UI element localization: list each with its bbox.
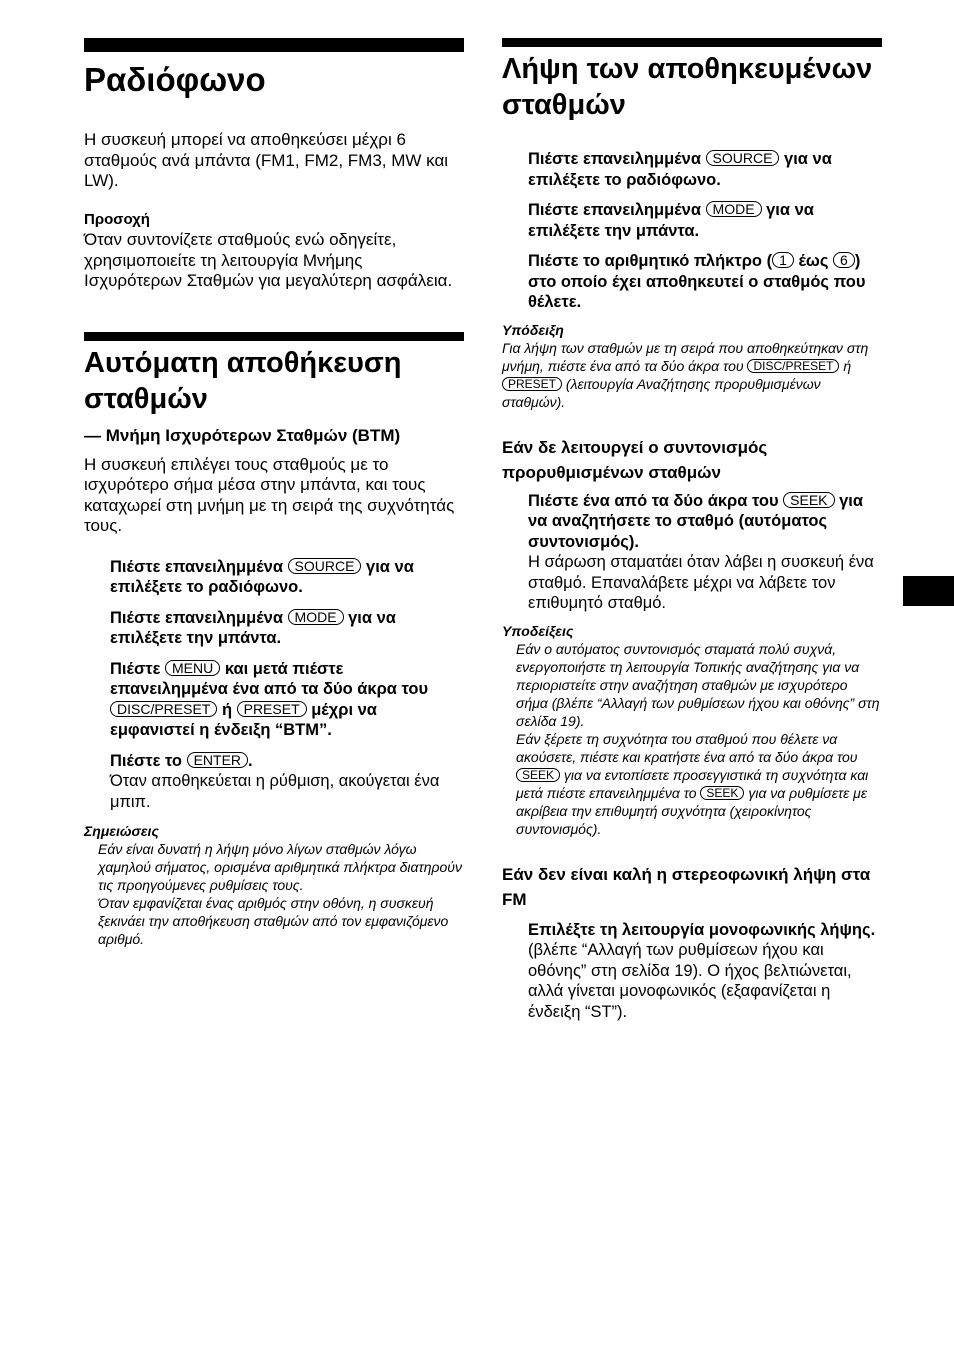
notes-label: Σημειώσεις [84,823,159,839]
preset-key: PRESET [502,377,562,391]
section-subtitle: — Μνήμη Ισχυρότερων Σταθμών (BTM) [84,425,401,445]
disc-preset-key: DISC/PRESET [110,701,217,717]
subsection-1-title: Εάν δε λειτουργεί ο συντονισμός προρυθμισμένων σταθμών [502,437,768,482]
subsection-1-result: Η σάρωση σταματάει όταν λάβει η συσκευή ένα σταθμό. Επαναλάβετε μέχρι να λάβετε τον επιθυμητό σταθμό. [528,553,874,612]
mode-key: MODE [706,201,762,217]
note-2: Όταν εμφανίζεται ένας αριθμός στην οθόνη, η συσκευή ξεκινάει την αποθήκευση σταθμών από τον εμφανιζόμενο αριθμό. [98,895,449,947]
left-column [84,38,464,948]
section-rule [84,38,464,52]
number-key-1: 1 [772,252,794,268]
tip-text: Για λήψη των σταθμών με τη σειρά που αποθηκεύτηκαν στη μνήμη, πιέστε ένα από τα δύο άκρα του DISC/PRESET ή PRESET (λειτουργία Αναζήτησης προρυθμισμένων σταθμών). [502,339,869,410]
tip-label: Υπόδειξη [502,321,564,338]
menu-key: MENU [165,660,220,676]
section-title: Αυτόματη αποθήκευση σταθμών [84,346,402,415]
tips-2: Εάν ξέρετε τη συχνότητα του σταθμού που θέλετε να ακούσετε, πιέστε και κρατήστε ένα από τα δύο άκρα του SEEK για να εντοπίσετε προσεγγιστικά τη συχνότητα και μετά πιέστε επανειλημμένα το SEEK για να ρυθμίσετε με ακρίβεια την επιθυμητή συχνότητα (χειροκίνητος συντονισμός). [516,730,869,837]
source-key: SOURCE [706,150,780,166]
side-tab-marker [903,576,954,606]
right-step-3: Πιέστε το αριθμητικό πλήκτρο ( 1 έως 6 ) στο οποίο έχει αποθηκευτεί ο σταθμός που θέλετε. [528,252,866,311]
section-rule [502,38,882,47]
step-1: Πιέστε επανειλημμένα SOURCE για να επιλέξετε το ραδιόφωνο. [110,557,414,596]
tips-1: Εάν ο αυτόματος συντονισμός σταματά πολύ συχνά, ενεργοποιήστε τη λειτουργία Τοπικής αναζήτησης για να περιοριστείτε στην αναζήτηση σταθμών με ισχυρότερο σήμα (βλέπε “Αλλαγή των ρυθμίσεων ήχου και οθόνης” στη σελίδα 19). [516,640,880,729]
number-key-6: 6 [833,252,855,268]
step-4-result: Όταν αποθηκεύεται η ρύθμιση, ακούγεται ένα μπιπ. [110,772,440,811]
steps-list [84,557,464,813]
seek-key: SEEK [700,786,744,800]
right-step-2: Πιέστε επανειλημμένα MODE για να επιλέξετε την μπάντα. [528,201,814,240]
enter-key: ENTER [187,752,248,768]
preset-key: PRESET [237,701,307,717]
right-title: Λήψη των αποθηκευμένων σταθμών [502,53,873,121]
mode-key: MODE [288,609,344,625]
subsection-2-step: Επιλέξτε τη λειτουργία μονοφωνικής λήψης. (βλέπε “Αλλαγή των ρυθμίσεων ήχου και οθόνης” στη σελίδα 19). Ο ήχος βελτιώνεται, αλλά γίνεται μονοφωνικός (εξαφανίζεται η ένδειξη “ST”). [528,920,876,1021]
right-column [502,38,882,1032]
subsection-2-title: Εάν δεν είναι καλή η στερεοφωνική λήψη στα FM [502,864,871,909]
section-intro: Η συσκευή επιλέγει τους σταθμούς με το ισχυρότερο σήμα μέσα στην μπάντα, και τους καταχωρεί στη μνήμη με τη σειρά της συχνότητάς τους. [84,454,455,535]
step-2: Πιέστε επανειλημμένα MODE για να επιλέξετε την μπάντα. [110,608,396,647]
right-steps-list [502,149,882,313]
disc-preset-key: DISC/PRESET [747,359,839,373]
right-step-1: Πιέστε επανειλημμένα SOURCE για να επιλέξετε το ραδιόφωνο. [528,150,832,189]
step-3: Πιέστε MENU και μετά πιέστε επανειλημμένα ένα από τα δύο άκρα του DISC/PRESET ή PRESET μέχρι να εμφανιστεί η ένδειξη “BTM”. [110,659,429,739]
subsection-2-result: (βλέπε “Αλλαγή των ρυθμίσεων ήχου και οθόνης” στη σελίδα 19). Ο ήχος βελτιώνεται, αλλά γίνεται μονοφωνικός (εξαφανίζεται η ένδειξη “ST”). [528,941,852,1021]
intro-paragraph: Η συσκευή μπορεί να αποθηκεύσει μέχρι 6 σταθμούς ανά μπάντα (FM1, FM2, FM3, MW και LW). [84,130,449,190]
source-key: SOURCE [288,558,362,574]
seek-key: SEEK [783,492,834,508]
page-title: Ραδιόφωνο [84,61,266,98]
section-rule [84,332,464,341]
step-4: Πιέστε το ENTER . Όταν αποθηκεύεται η ρύθμιση, ακούγεται ένα μπιπ. [110,751,440,811]
tips-label: Υποδείξεις [502,622,574,639]
subsection-1-step: Πιέστε ένα από τα δύο άκρα του SEEK για να αναζητήσετε το σταθμό (αυτόματος συντονισμός). Η σάρωση σταματάει όταν λάβει η συσκευή ένα σταθμό. Επαναλάβετε μέχρι να λάβετε τον επιθυμητό σταθμό. [528,491,874,612]
caution-label: Προσοχή [84,210,150,228]
note-1: Εάν είναι δυνατή η λήψη μόνο λίγων σταθμών λόγω χαμηλού σήματος, ορισμένα αριθμητικά πλήκτρα διατηρούν τις προηγούμενες ρυθμίσεις τους. [98,841,462,893]
seek-key: SEEK [516,768,560,782]
caution-text: Όταν συντονίζετε σταθμούς ενώ οδηγείτε, χρησιμοποιείτε τη λειτουργία Μνήμης Ισχυρότερων Σταθμών για μεγαλύτερη ασφάλεια. [84,230,453,290]
